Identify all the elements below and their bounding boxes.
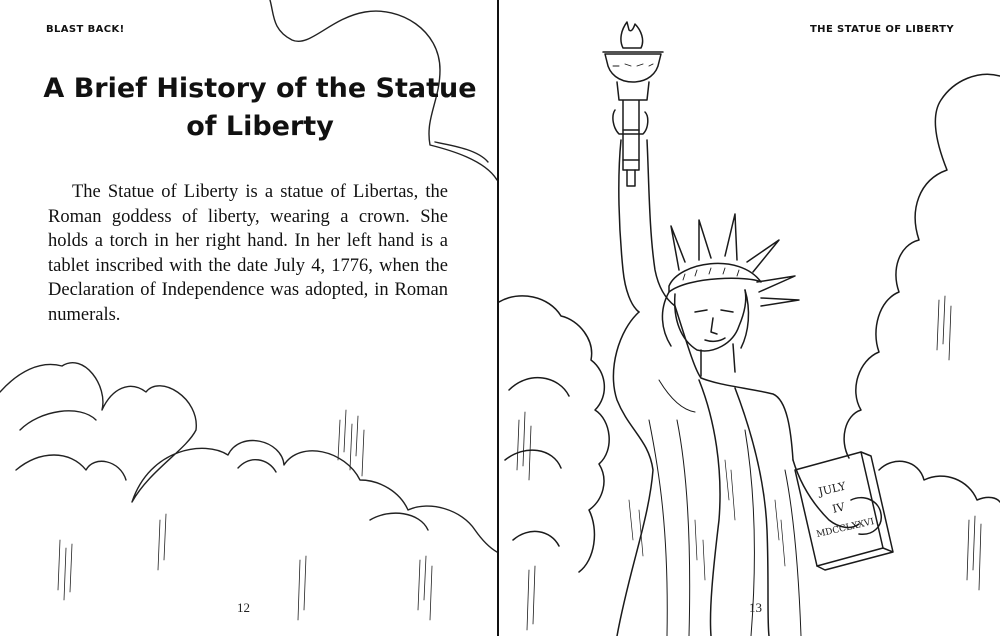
robe-shoulder <box>675 306 793 460</box>
left-cloud-inner <box>505 378 569 546</box>
body-paragraph: The Statue of Liberty is a statue of Libertas, the Roman goddess of liberty, wearing a crown. She holds a torch in her right hand. In her left hand is a tablet inscribed with the date July 4, 1776, when the Declaration of Independence was adopted, in Roman numerals. <box>48 182 448 325</box>
torch-handle <box>617 82 649 170</box>
page-number: 12 <box>237 600 250 615</box>
running-head: THE STATUE OF LIBERTY <box>809 24 954 35</box>
tablet-line-2: IV <box>831 500 847 516</box>
page-number: 13 <box>749 600 762 615</box>
torch-cup <box>605 54 661 82</box>
statue-of-liberty-illustration <box>499 0 1000 636</box>
left-page <box>0 0 497 636</box>
tablet-edge <box>817 452 893 570</box>
lower-cloud-inner-1 <box>20 411 96 430</box>
running-head: BLAST BACK! <box>46 24 125 35</box>
page-title: A Brief History of the Statue of Liberty <box>43 73 477 142</box>
right-cloud-outline <box>844 74 1000 458</box>
crown-band <box>669 263 761 292</box>
torch-cup-decoration <box>613 64 653 66</box>
lower-cloud-inner-2 <box>16 455 126 480</box>
face-features <box>695 310 733 341</box>
left-cloud-outline <box>499 296 609 572</box>
tablet-line-1: JULY <box>817 479 848 499</box>
lower-cloud-inner-4 <box>370 513 428 530</box>
torch-handle-rings <box>623 130 639 186</box>
cloud-hatching <box>517 296 981 630</box>
robe-folds <box>649 380 801 636</box>
lower-cloud-inner-3 <box>238 460 276 472</box>
lower-cloud-outline <box>0 363 497 552</box>
crown-spikes <box>671 214 799 306</box>
robe-left <box>613 312 653 636</box>
right-page <box>499 0 1000 636</box>
tablet-line-3: MDCCLXXVI <box>815 517 876 541</box>
right-cloud-lower <box>879 461 1000 502</box>
torch-flame <box>621 22 643 48</box>
raised-arm <box>619 140 675 312</box>
